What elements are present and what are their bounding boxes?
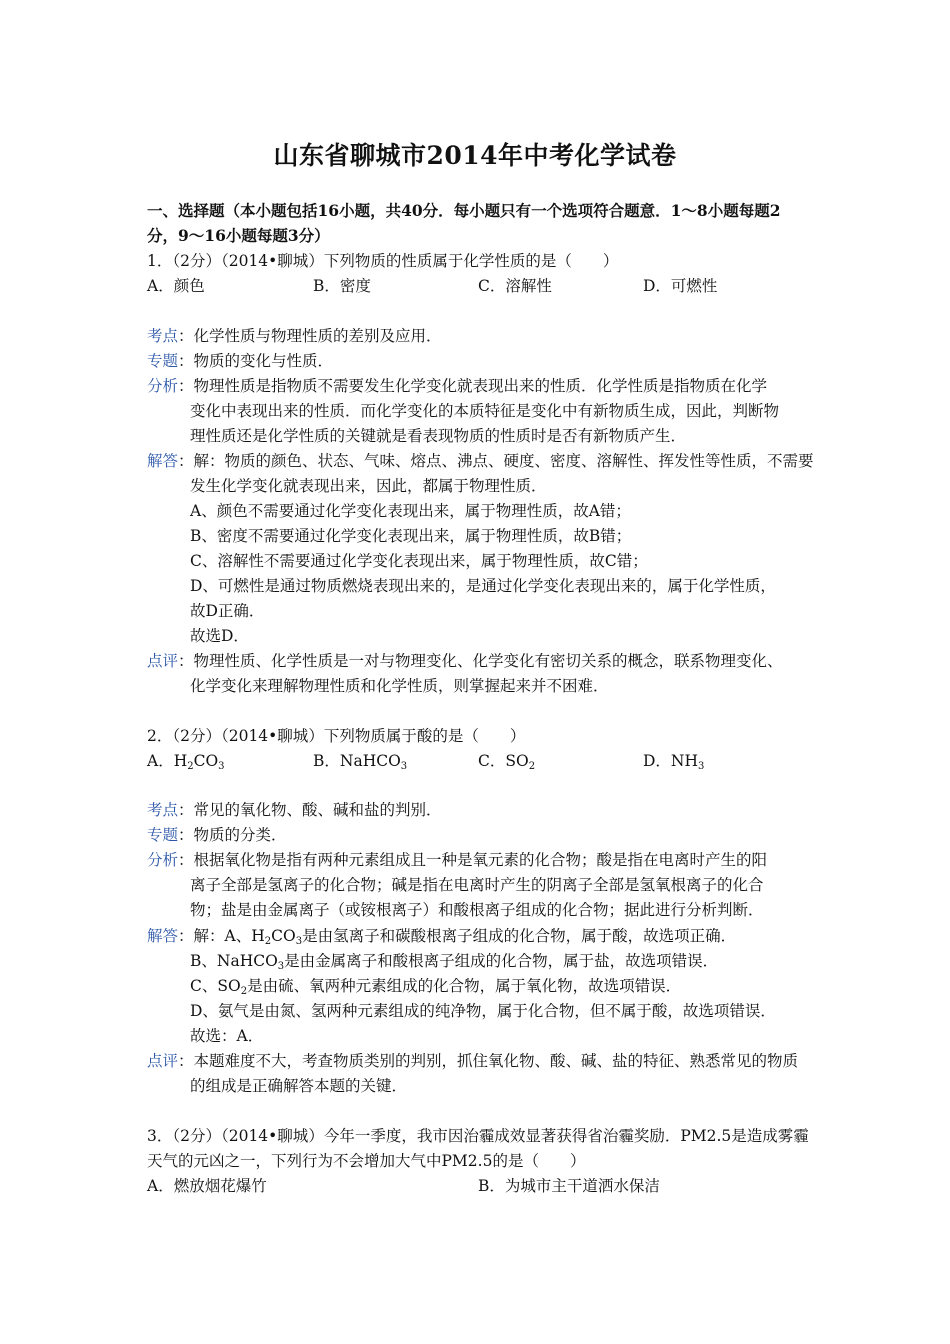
kaodian-label: 考点 bbox=[147, 801, 179, 819]
question-3-stem-line-1: 3．（2分）（2014•聊城）今年一季度，我市因治霾成效显著获得省治霾奖励．PM2.5是造成雾霾 bbox=[147, 1127, 809, 1145]
zhuanti-label: 专题 bbox=[147, 352, 179, 370]
question-2-fenxi-line-2: 离子全部是氢离子的化合物；碱是指在电离时产生的阴离子全部是氢氧根离子的化合 bbox=[190, 876, 764, 894]
zhuanti-text: ：物质的变化与性质． bbox=[178, 352, 334, 370]
question-2-jieda-line-5: 故选：A． bbox=[190, 1027, 264, 1045]
question-2-dianping-line-2: 的组成是正确解答本题的关键． bbox=[190, 1077, 408, 1095]
question-1-option-b: B．密度 bbox=[313, 277, 371, 295]
question-2-jieda-line-3: C、$SO_2$是由硫、氧两种元素组成的化合物，属于氧化物，故选项错误． bbox=[190, 977, 682, 997]
question-1-kaodian bbox=[147, 324, 817, 348]
question-3-option-b: B．为城市主干道洒水保洁 bbox=[478, 1177, 660, 1195]
question-2-dianping bbox=[147, 1049, 817, 1073]
dianping-text: ：本题难度不大，考查物质类别的判别，抓住氧化物、酸、碱、盐的特征、熟悉常见的物质 bbox=[178, 1052, 799, 1070]
question-1-jieda-line-8: 故选D． bbox=[190, 627, 249, 645]
fenxi-label: 分析 bbox=[147, 377, 179, 395]
question-1-option-d: D．可燃性 bbox=[643, 277, 718, 295]
dianping-text: ：物理性质、化学性质是一对与物理变化、化学变化有密切关系的概念，联系物理变化、 bbox=[178, 652, 783, 670]
fenxi-label: 分析 bbox=[147, 851, 179, 869]
question-2-option-a: A．$H_2CO_3$ bbox=[147, 752, 225, 772]
dianping-label: 点评 bbox=[147, 1052, 179, 1070]
question-1-jieda bbox=[147, 449, 817, 473]
question-1-fenxi bbox=[147, 374, 817, 398]
question-2-option-c: C．$SO_2$ bbox=[478, 752, 536, 772]
zhuanti-label: 专题 bbox=[147, 826, 179, 844]
question-2-jieda-line-4: D、氨气是由氮、氢两种元素组成的纯净物，属于化合物，但不属于酸，故选项错误． bbox=[190, 1002, 776, 1020]
page-title: 山东省聊城市2014年中考化学试卷 bbox=[273, 141, 677, 170]
question-2-stem: 2．（2分）（2014•聊城）下列物质属于酸的是（ ） bbox=[147, 727, 526, 745]
question-1-dianping bbox=[147, 649, 817, 673]
question-1-fenxi-line-3: 理性质还是化学性质的关键就是看表现物质的性质时是否有新物质产生． bbox=[190, 427, 687, 445]
jieda-label: 解答 bbox=[147, 927, 179, 945]
question-1-jieda-line-3: A、颜色不需要通过化学变化表现出来，属于物理性质，故A错； bbox=[190, 502, 631, 520]
question-2-option-b: B．NaHCO$_3$ bbox=[313, 752, 408, 772]
zhuanti-text: ：物质的分类． bbox=[178, 826, 287, 844]
fenxi-text: ：根据氧化物是指有两种元素组成且一种是氧元素的化合物；酸是指在电离时产生的阳 bbox=[178, 851, 768, 869]
question-1-jieda-line-7: 故D正确． bbox=[190, 602, 265, 620]
question-2-fenxi-line-3: 物；盐是由金属离子（或铵根离子）和酸根离子组成的化合物；据此进行分析判断． bbox=[190, 901, 764, 919]
question-1-jieda-line-6: D、可燃性是通过物质燃烧表现出来的，是通过化学变化表现出来的，属于化学性质， bbox=[190, 577, 776, 595]
question-1-option-c: C．溶解性 bbox=[478, 277, 552, 295]
kaodian-label: 考点 bbox=[147, 327, 179, 345]
jieda-label: 解答 bbox=[147, 452, 179, 470]
question-2-zhuanti bbox=[147, 823, 817, 847]
question-2-jieda: 解答：解：A、$H_2CO_3$是由氢离子和碳酸根离子组成的化合物，属于酸，故选项正确． bbox=[147, 927, 737, 947]
kaodian-text: ：化学性质与物理性质的差别及应用． bbox=[178, 327, 442, 345]
question-1-dianping-line-2: 化学变化来理解物理性质和化学性质，则掌握起来并不困难． bbox=[190, 677, 609, 695]
question-2-fenxi bbox=[147, 848, 817, 872]
question-1-stem: 1．（2分）（2014•聊城）下列物质的性质属于化学性质的是（ ） bbox=[147, 252, 619, 270]
dianping-label: 点评 bbox=[147, 652, 179, 670]
question-1-fenxi-line-2: 变化中表现出来的性质．而化学变化的本质特征是变化中有新物质生成，因此，判断物 bbox=[190, 402, 780, 420]
question-2-option-d: D．$NH_3$ bbox=[643, 752, 705, 772]
question-1-jieda-line-2: 发生化学变化就表现出来，因此，都属于物理性质． bbox=[190, 477, 547, 495]
question-3-stem-line-2: 天气的元凶之一，下列行为不会增加大气中PM2.5的是（ ） bbox=[147, 1152, 586, 1170]
section-heading-line-2: 分，9～16小题每题3分） bbox=[147, 226, 330, 245]
question-1-jieda-line-4: B、密度不需要通过化学变化表现出来，属于物理性质，故B错； bbox=[190, 527, 632, 545]
kaodian-text: ：常见的氧化物、酸、碱和盐的判别． bbox=[178, 801, 442, 819]
jieda-text: ：解：物质的颜色、状态、气味、熔点、沸点、硬度、密度、溶解性、挥发性等性质，不需要 bbox=[178, 452, 814, 470]
question-1-option-a: A．颜色 bbox=[147, 277, 205, 295]
question-1-zhuanti bbox=[147, 349, 817, 373]
question-2-jieda-line-2: B、NaHCO$_3$是由金属离子和酸根离子组成的化合物，属于盐，故选项错误． bbox=[190, 952, 719, 972]
question-3-option-a: A．燃放烟花爆竹 bbox=[147, 1177, 267, 1195]
question-2-kaodian bbox=[147, 798, 817, 822]
question-1-jieda-line-5: C、溶解性不需要通过化学变化表现出来，属于物理性质，故C错； bbox=[190, 552, 648, 570]
section-heading-line-1: 一、选择题（本小题包括16小题，共40分．每小题只有一个选项符合题意．1～8小题每题2 bbox=[147, 201, 781, 220]
fenxi-text: ：物理性质是指物质不需要发生化学变化就表现出来的性质．化学性质是指物质在化学 bbox=[178, 377, 768, 395]
